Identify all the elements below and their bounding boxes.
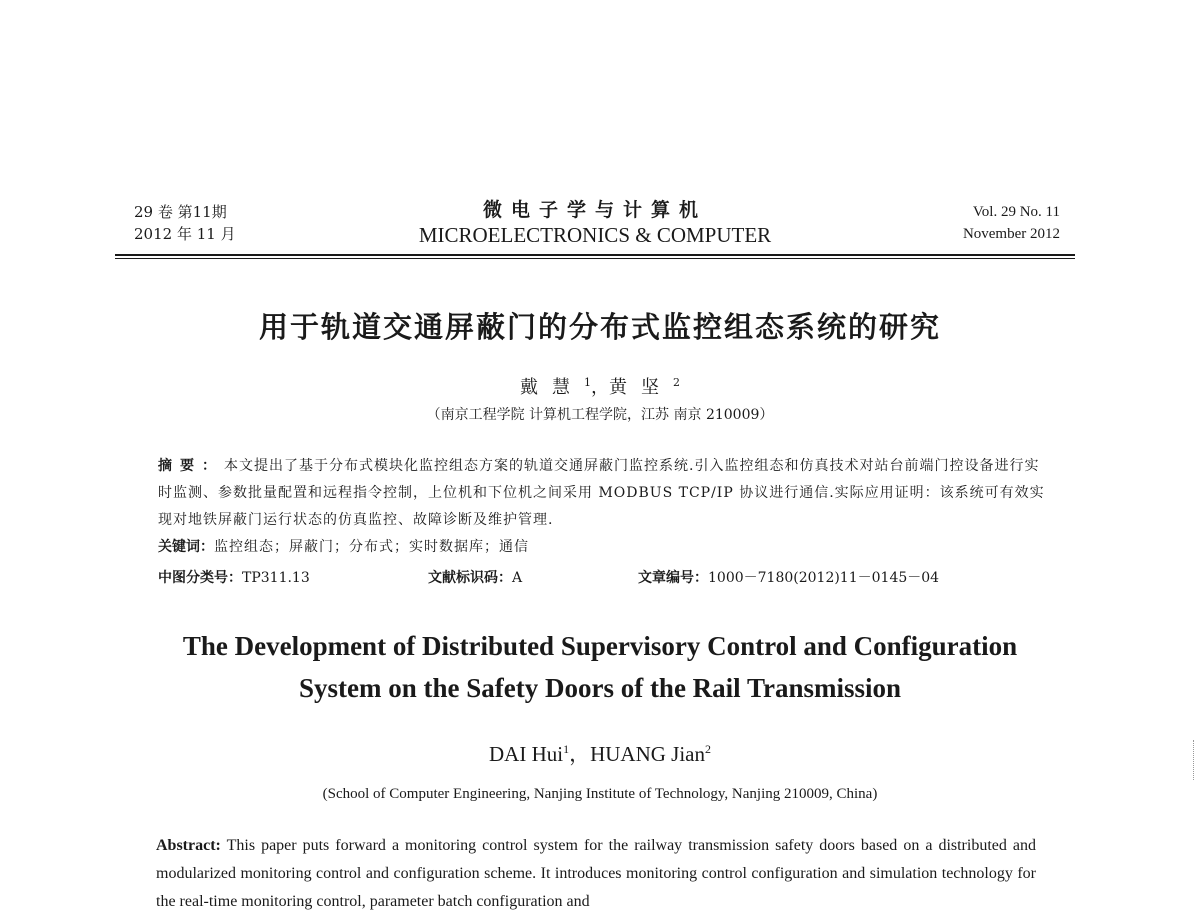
doc-code-label: 文献标识码：: [428, 570, 512, 586]
header-rule-thin: [115, 258, 1075, 259]
header-rule-thick: [115, 254, 1075, 256]
volume-issue-en: Vol. 29 No. 11: [972, 204, 1060, 220]
author-separator-cn: ，: [591, 377, 609, 398]
clc-value: TP311.13: [242, 570, 310, 586]
author-separator-en: ，: [569, 742, 591, 766]
keywords-cn-text: 监控组态；屏蔽门；分布式；实时数据库；通信: [214, 539, 529, 555]
journal-name-cn: 微电子学与计算机: [482, 199, 707, 221]
paper-title-en-line-2: System on the Safety Doors of the Rail Transmission: [298, 673, 901, 703]
authors-cn: [0, 373, 1200, 399]
paper-title-en-line-1: The Development of Distributed Supervisory Control and Configuration: [182, 631, 1018, 661]
author-2-en: HUANG Jian: [590, 742, 705, 766]
paper-title-cn: 用于轨道交通屏蔽门的分布式监控组态系统的研究: [258, 310, 941, 344]
article-number: [638, 565, 939, 592]
abstract-cn-label: 摘要：: [158, 458, 224, 474]
affiliation-cn: （南京工程学院 计算机工程学院，江苏 南京 210009）: [426, 407, 774, 423]
header-journal-name: [330, 198, 860, 248]
abstract-en-label: Abstract:: [156, 837, 221, 854]
abstract-en-text: This paper puts forward a monitoring control system for the railway transmission safety doors based on a distributed and modularized monitoring control and configuration scheme. It introduces monitoring control configuration and simulation technology for the real-time monitoring control, parameter batch configuration and: [156, 837, 1036, 910]
doc-code-value: A: [512, 570, 523, 586]
author-2-affil-mark-cn: 2: [673, 376, 680, 389]
date-cn: 2012 年 11 月: [134, 225, 236, 243]
affiliation-en: (School of Computer Engineering, Nanjing Institute of Technology, Nanjing 210009, China): [322, 786, 878, 802]
clc-number: [158, 565, 310, 592]
author-2-cn: 黄坚: [609, 377, 673, 398]
clc-label: 中图分类号：: [158, 570, 242, 586]
article-number-value: 1000－7180(2012)11－0145－04: [708, 570, 940, 586]
header-volume-en: [963, 201, 1060, 245]
author-1-cn: 戴慧: [520, 377, 584, 398]
paper-title-en: [0, 625, 1200, 709]
header-volume-cn: [134, 201, 236, 245]
volume-issue-cn: 29 卷 第11期: [134, 203, 227, 221]
abstract-en: [156, 832, 1036, 916]
author-1-affil-mark-en: 1: [563, 742, 570, 756]
keywords-cn-label: 关键词：: [158, 539, 214, 555]
keywords-cn: [158, 534, 1050, 561]
abstract-cn-text: 本文提出了基于分布式模块化监控组态方案的轨道交通屏蔽门监控系统.引入监控组态和仿真技术对站台前端门控设备进行实时监测、参数批量配置和远程指令控制，上位机和下位机之间采用 MODBUS TCP/IP 协议进行通信.实际应用证明：该系统可有效实现对地铁屏蔽门运行状态的仿真监控、故障诊断及维护管理.: [158, 458, 1045, 528]
abstract-cn: [158, 453, 1050, 561]
journal-name-en: MICROELECTRONICS & COMPUTER: [418, 223, 772, 247]
date-en: November 2012: [962, 226, 1060, 242]
abstract-cn-paragraph: [158, 453, 1050, 534]
author-2-affil-mark-en: 2: [704, 742, 711, 756]
scan-edge-mark: [1191, 740, 1194, 780]
document-code: [428, 565, 522, 592]
author-1-affil-mark-cn: 1: [584, 376, 591, 389]
author-1-en: DAI Hui: [489, 742, 564, 766]
article-number-label: 文章编号：: [638, 570, 708, 586]
authors-en: [0, 738, 1200, 768]
